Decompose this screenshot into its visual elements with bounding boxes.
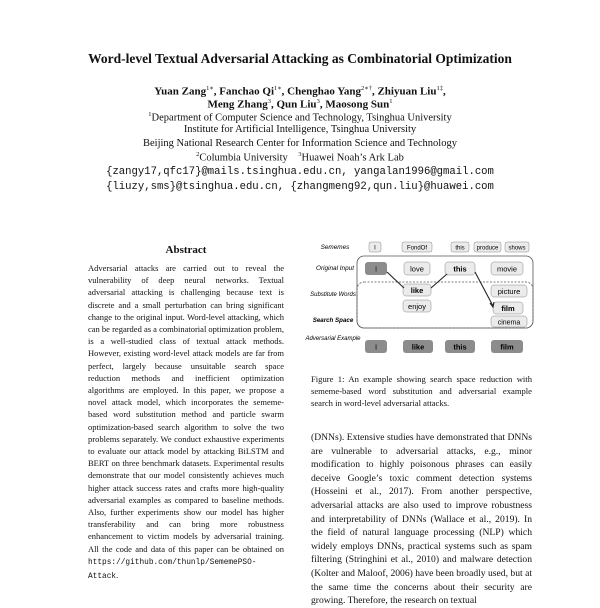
word-text: I	[374, 342, 378, 352]
affiliation-4	[0, 151, 600, 164]
sememe-text: I	[374, 245, 376, 252]
author-name: Yuan Zang	[154, 85, 207, 98]
affiliation-3: Beijing National Research Center for Information Science and Technology	[143, 138, 457, 149]
abstract-body	[88, 262, 284, 583]
email-line-1: {zangy17,qfc17}@mails.tsinghua.edu.cn, yangalan1996@gmail.com	[106, 166, 494, 178]
word-text: love	[410, 264, 424, 274]
code-link[interactable]: https://github.com/thunlp/SememePSO-Attack	[88, 558, 257, 582]
author-line-2: Meng Zhang$^3$, Qun Liu$^3$, Maosong Sun$^1$	[207, 98, 393, 111]
label-substitute	[310, 292, 356, 298]
intro-body: (DNNs). Extensive studies have demonstrated that DNNs are vulnerable to adversarial attacks, e.g., minor modification to highly poisonous phrases can easily deceive Google’s toxic comment detection systems (Hosseini et al., 2017). From another perspective, adversarial attacks are also used to improve robustness and interpretability of DNNs (Wallace et al., 2019). In the field of natural language processing (NLP) which widely employs DNNs, practical systems such as spam filtering (Stringhini et al., 2010) and malware detection (Kolter and Maloof, 2006) have been broadly used, but at the same time the concerns about their security are growing. Therefore, the research on textual	[311, 432, 532, 607]
word-text: cinema	[497, 319, 521, 327]
author-mark: 2∗†	[361, 85, 372, 92]
aff-mark: 1	[148, 111, 152, 118]
paper-title: Word-level Textual Adversarial Attacking as Combinatorial Optimization	[88, 51, 512, 66]
author-mark: 3	[267, 98, 271, 105]
email-line-2: {liuzy,sms}@tsinghua.edu.cn, {zhangmeng92,qun.liu}@huawei.com	[106, 181, 494, 193]
author-name: Chenghao Yang	[287, 85, 362, 98]
path-segment	[387, 272, 404, 288]
substitute-row	[403, 284, 527, 327]
word-text: like	[411, 342, 425, 352]
author-name: Qun Liu	[276, 98, 317, 111]
author-name: Zhiyuan Liu	[377, 85, 437, 98]
figure-1	[305, 236, 535, 342]
author-mark: 1∗	[206, 85, 214, 92]
path-segment	[431, 274, 447, 288]
word-text: picture	[497, 287, 521, 296]
aff-text: Huawei Noah’s Ark Lab	[301, 152, 404, 164]
author-mark: 1	[389, 98, 393, 105]
author-mark: 1∗	[274, 85, 282, 92]
label-original-input: Original Input	[315, 265, 355, 272]
figure-caption: Figure 1: An example showing search space reduction with sememe-based word substitution and adversarial example search in word-level adversarial attacks.	[311, 374, 532, 408]
label-adversarial: Adversarial Example	[305, 336, 361, 342]
affiliation-1	[0, 111, 600, 124]
sememe-text: this	[455, 245, 465, 252]
path-segment	[475, 272, 493, 306]
word-text: I	[374, 264, 378, 274]
sememe-row	[369, 242, 529, 252]
label-sememes: Sememes	[320, 244, 350, 251]
abstract-end: .	[116, 570, 119, 581]
sememe-text: FondOf	[406, 245, 428, 252]
word-text: this	[453, 342, 467, 352]
author-mark: 3	[316, 98, 320, 105]
word-text: this	[453, 264, 467, 274]
aff-mark: 2	[196, 151, 200, 158]
word-text: like	[410, 286, 424, 295]
author-mark: 1‡	[436, 85, 443, 92]
author-name: Maosong Sun	[325, 98, 390, 111]
author-name: Fanchao Qi	[219, 85, 274, 98]
word-text: enjoy	[408, 302, 426, 311]
aff-text: Columbia University	[199, 152, 288, 164]
abstract-text: Adversarial attacks are carried out to reveal the vulnerability of deep neural networks. Textual adversarial attacking is challenging because text is discrete and a small perturbation can bring significant change to the original input. Word-level attacking, which can be regarded as a combinatorial optimization problem, is a well-studied class of textual attack methods. However, existing word-level attack models are far from perfect, largely because unsuitable search space reduction methods and inefficient optimization algorithms are employed. In this paper, we propose a novel attack model, which incorporates the sememe-based word substitution method and particle swarm optimization-based search algorithm to solve the two problems separately. We conduct exhaustive experiments to evaluate our attack model by attacking BiLSTM and BERT on three benchmark datasets. Experimental results demonstrate that our model consistently achieves much higher attack success rates and crafts more high-quality adversarial examples as compared to baseline methods. Also, further experiments show our model has higher transferability and can bring more robustness enhancement to victim models by adversarial training. All the code and data of this paper can be obtained on	[88, 263, 284, 554]
label-substitute-text: Substitute Words	[310, 292, 356, 298]
affiliation-2: Institute for Artificial Intelligence, Tsinghua University	[183, 124, 417, 135]
aff-mark: 3	[298, 151, 302, 158]
sememe-text: produce	[476, 245, 499, 252]
sememe-text: shows	[508, 245, 526, 252]
aff-text: Department of Computer Science and Technology, Tsinghua University	[151, 112, 452, 124]
label-search-space: Search Space	[312, 317, 354, 324]
word-text: movie	[496, 264, 518, 274]
adversarial-example-row	[309, 336, 535, 358]
author-line-1: Yuan Zang$^{1∗}$, Fanchao $Qi^{1∗}$, Chenghao Yang$^{2∗\dagger}$, Zhiyuan Liu$^{1\ddagger}$,	[154, 85, 446, 98]
abstract-heading: Abstract	[165, 244, 207, 256]
word-text: film	[500, 342, 514, 352]
word-text: film	[501, 304, 515, 313]
author-name: Meng Zhang	[207, 98, 268, 111]
